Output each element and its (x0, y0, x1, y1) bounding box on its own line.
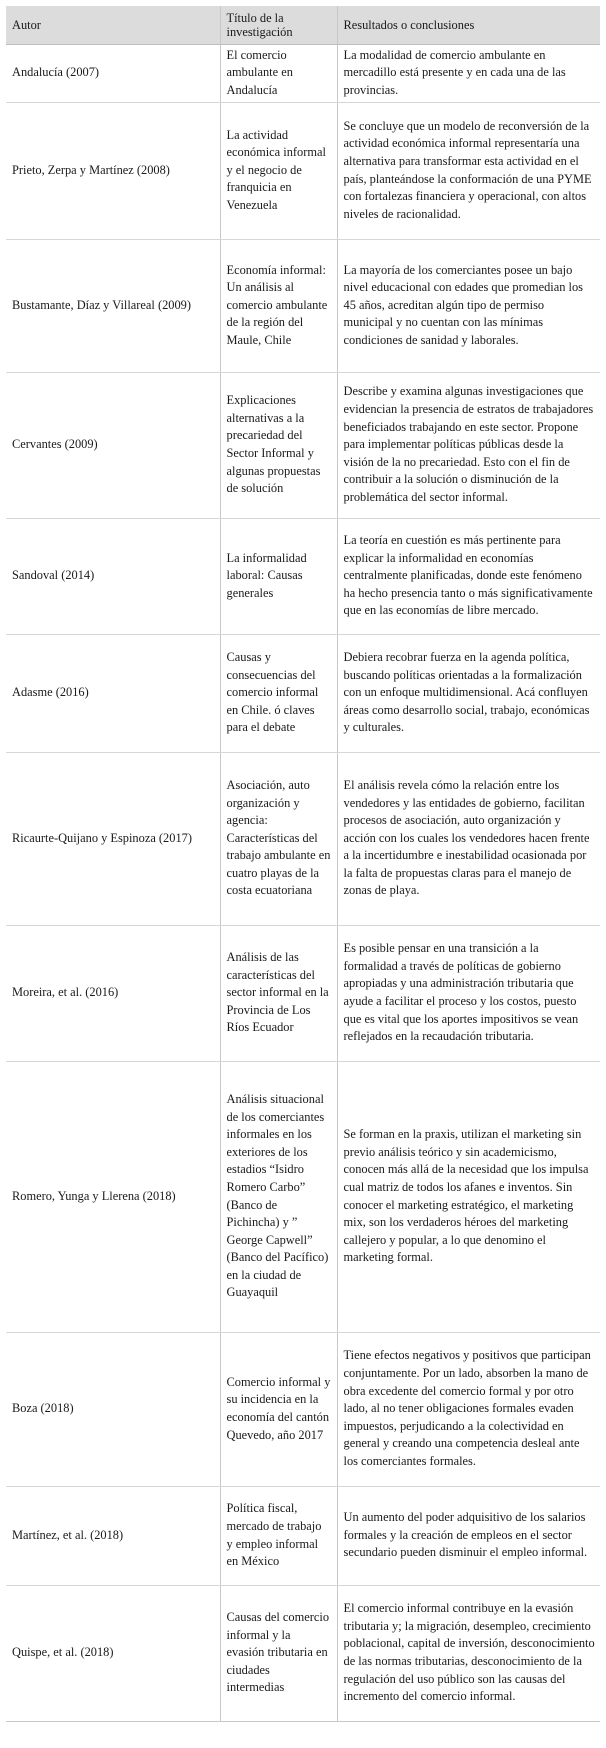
table-row (6, 44, 600, 102)
cell-titulo: La informalidad laboral: Causas generales (220, 518, 337, 634)
cell-autor: Quispe, et al. (2018) (6, 1585, 220, 1721)
cell-resultados: Un aumento del poder adquisitivo de los salarios formales y la creación de empleos en el sector secundario pueden disminuir el empleo informal. (337, 1486, 600, 1585)
cell-titulo: Asociación, auto organización y agencia: Características del trabajo ambulante en cuatro playas de la costa ecuatoriana (220, 752, 337, 925)
cell-resultados: Tiene efectos negativos y positivos que participan conjuntamente. Por un lado, absorben la mano de obra excedente del comercio formal y por otro lado, al no tener obligaciones formales evaden impuestos, perjudicando a la colectividad en general y creando una competencia desleal ante los comerciantes formales. (337, 1332, 600, 1486)
cell-autor: Cervantes (2009) (6, 372, 220, 518)
cell-resultados: Es posible pensar en una transición a la formalidad a través de políticas de gobierno apropiadas y una administración tributaria que ayude a facilitar el proceso y los costos, puesto que es vital que los aportes impositivos se vean reflejados en la recaudación tributaria. (337, 925, 600, 1061)
cell-resultados: Se forman en la praxis, utilizan el marketing sin previo análisis teórico y sin academicismo, conocen más allá de la necesidad que los impulsa cual matriz de todos los afanes e inventos. Sin conocer el marketing estratégico, el marketing mix, son los verdaderos héroes del marketing callejero y popular, a lo que denomino el marketing formal. (337, 1061, 600, 1332)
cell-titulo: Causas y consecuencias del comercio informal en Chile. ó claves para el debate (220, 634, 337, 752)
cell-resultados: Debiera recobrar fuerza en la agenda política, buscando políticas orientadas a la formalización con un enfoque multidimensional. Acá confluyen áreas como desarrollo social, trabajo, económicas y culturales. (337, 634, 600, 752)
cell-titulo: El comercio ambulante en Andalucía (220, 44, 337, 102)
header-autor: Autor (6, 6, 220, 44)
cell-autor: Andalucía (2007) (6, 44, 220, 102)
table-row (6, 634, 600, 752)
table-row (6, 239, 600, 372)
cell-titulo: Economía informal: Un análisis al comercio ambulante de la región del Maule, Chile (220, 239, 337, 372)
cell-titulo: Causas del comercio informal y la evasión tributaria en ciudades intermedias (220, 1585, 337, 1721)
cell-resultados: La modalidad de comercio ambulante en mercadillo está presente y en cada una de las provincias. (337, 44, 600, 102)
cell-resultados: La teoría en cuestión es más pertinente para explicar la informalidad en economías centralmente planificadas, donde este fenómeno ha hecho presencia tanto o más significativamente que en las economías de libre mercado. (337, 518, 600, 634)
cell-resultados: La mayoría de los comerciantes posee un bajo nivel educacional con edades que promedian los 45 años, acreditan algún tipo de permiso municipal y no cuentan con las mínimas condiciones de sanidad y laborales. (337, 239, 600, 372)
cell-titulo: Comercio informal y su incidencia en la economía del cantón Quevedo, año 2017 (220, 1332, 337, 1486)
cell-titulo: La actividad económica informal y el negocio de franquicia en Venezuela (220, 102, 337, 239)
table-row (6, 518, 600, 634)
header-resultados: Resultados o conclusiones (337, 6, 600, 44)
table-row (6, 102, 600, 239)
cell-autor: Moreira, et al. (2016) (6, 925, 220, 1061)
cell-resultados: Se concluye que un modelo de reconversión de la actividad económica informal representaría una alternativa para transformar esta actividad en el país, planteándose la conformación de una PYME con fortalezas financiera y operacional, con altos niveles de racionalidad. (337, 102, 600, 239)
cell-resultados: Describe y examina algunas investigaciones que evidencian la presencia de estratos de trabajadores beneficiados trabajando en este sector. Propone para implementar políticas públicas desde la visión de la no precariedad. Esto con el fin de contribuir a la solución o disminución de la problemática del sector informal. (337, 372, 600, 518)
literature-review-table (6, 6, 600, 1722)
cell-titulo: Explicaciones alternativas a la precariedad del Sector Informal y algunas propuestas de solución (220, 372, 337, 518)
cell-titulo: Política fiscal, mercado de trabajo y empleo informal en México (220, 1486, 337, 1585)
cell-titulo: Análisis de las características del sector informal en la Provincia de Los Ríos Ecuador (220, 925, 337, 1061)
header-titulo: Título de la investigación (220, 6, 337, 44)
cell-titulo: Análisis situacional de los comerciantes informales en los exteriores de los estadios “Isidro Romero Carbo” (Banco de Pichincha) y ” George Capwell” (Banco del Pacífico) en la ciudad de Guayaquil (220, 1061, 337, 1332)
cell-autor: Romero, Yunga y Llerena (2018) (6, 1061, 220, 1332)
table-row (6, 925, 600, 1061)
cell-autor: Prieto, Zerpa y Martínez (2008) (6, 102, 220, 239)
cell-autor: Adasme (2016) (6, 634, 220, 752)
cell-resultados: El análisis revela cómo la relación entre los vendedores y las entidades de gobierno, facilitan procesos de asociación, auto organización y acción con los cuales los vendedores hacen frente a la incertidumbre e inestabilidad ocasionada por la falta de propuestas claras para el manejo de zonas de playa. (337, 752, 600, 925)
table-row (6, 1332, 600, 1486)
cell-autor: Bustamante, Díaz y Villareal (2009) (6, 239, 220, 372)
table-row (6, 1585, 600, 1721)
cell-autor: Ricaurte-Quijano y Espinoza (2017) (6, 752, 220, 925)
cell-autor: Martínez, et al. (2018) (6, 1486, 220, 1585)
table-row (6, 372, 600, 518)
cell-autor: Boza (2018) (6, 1332, 220, 1486)
table-row (6, 1486, 600, 1585)
cell-autor: Sandoval (2014) (6, 518, 220, 634)
table-header (6, 6, 600, 44)
table-row (6, 1061, 600, 1332)
table-body (6, 44, 600, 1721)
table-row (6, 752, 600, 925)
cell-resultados: El comercio informal contribuye en la evasión tributaria y; la migración, desempleo, crecimiento poblacional, capital de inversión, desconocimiento de las normas tributarias, desconocimiento de la regulación del uso público son las causas del incremento del comercio informal. (337, 1585, 600, 1721)
